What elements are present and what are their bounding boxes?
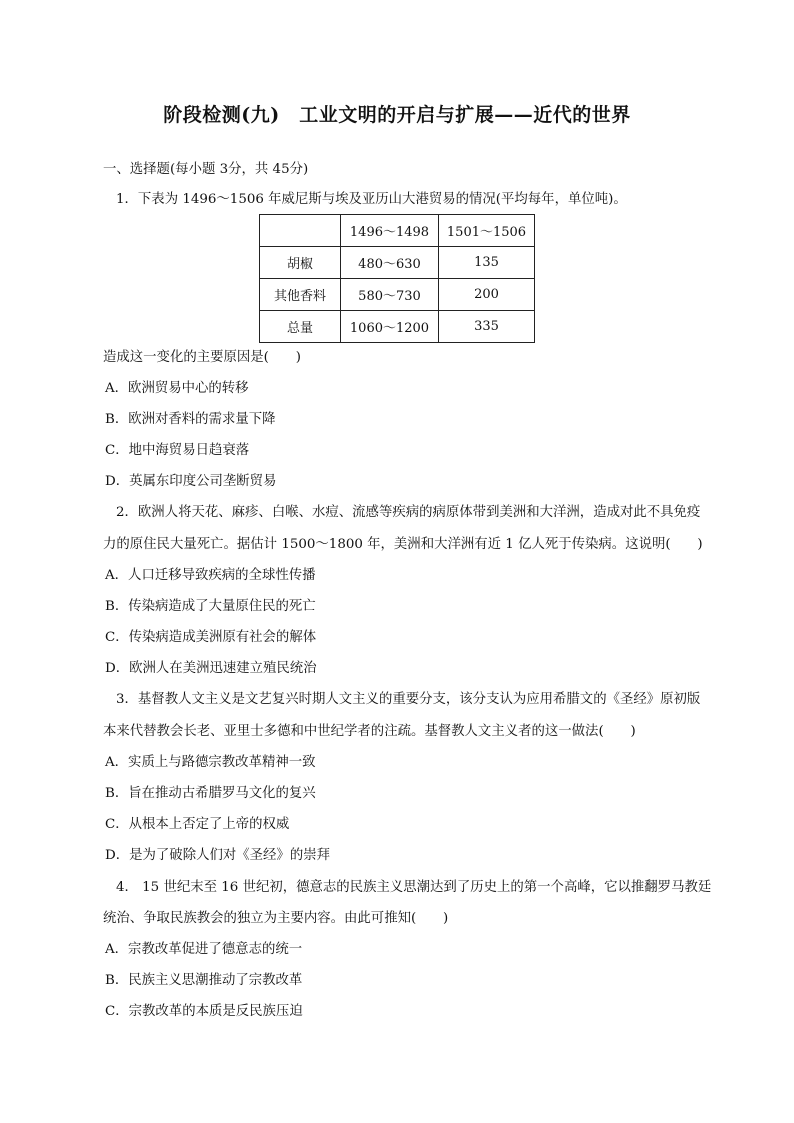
trade-table: [259, 214, 535, 343]
q2-option-d: D．欧洲人在美洲迅速建立殖民统治: [105, 661, 317, 676]
q4-stem-line2: 统治、争取民族教会的独立为主要内容。由此可推知( ): [103, 911, 449, 926]
q2-option-a: A．人口迁移导致疾病的全球性传播: [105, 568, 316, 583]
q3-option-b: B．旨在推动古希腊罗马文化的复兴: [105, 786, 316, 801]
table-header-row: [260, 215, 535, 247]
table-cell: 1060～1200: [341, 311, 439, 343]
q3-stem-line2: 本来代替教会长老、亚里士多德和中世纪学者的注疏。基督教人文主义者的这一做法( ): [103, 724, 636, 739]
table-cell: 135: [439, 247, 535, 279]
page-title: 阶段检测(九) 工业文明的开启与扩展——近代的世界: [163, 104, 631, 126]
q2-option-c: C．传染病造成美洲原有社会的解体: [105, 630, 317, 645]
q1-option-a: A．欧洲贸易中心的转移: [105, 381, 249, 396]
table-cell: 480～630: [341, 247, 439, 279]
table-row: [260, 311, 535, 343]
table-header-cell: [260, 215, 341, 247]
q4-option-b: B．民族主义思潮推动了宗教改革: [105, 973, 303, 988]
q4-stem-line1: 4． 15 世纪末至 16 世纪初，德意志的民族主义思潮达到了历史上的第一个高峰，它以推翻罗马教廷: [116, 880, 712, 895]
q2-option-b: B．传染病造成了大量原住民的死亡: [105, 599, 316, 614]
q1-option-b: B．欧洲对香料的需求量下降: [105, 412, 276, 427]
q2-stem-line2: 力的原住民大量死亡。据估计 1500～1800 年，美洲和大洋洲有近 1 亿人死于传染病。这说明( ): [103, 537, 703, 552]
q1-stem: 1．下表为 1496～1506 年威尼斯与埃及亚历山大港贸易的情况(平均每年，单位吨)。: [116, 192, 627, 207]
table-cell: 其他香料: [260, 279, 341, 311]
q1-option-d: D．英属东印度公司垄断贸易: [105, 474, 277, 489]
q1-option-c: C．地中海贸易日趋衰落: [105, 443, 250, 458]
table-cell: 335: [439, 311, 535, 343]
table-cell: 总量: [260, 311, 341, 343]
table-row: [260, 279, 535, 311]
table-header-cell: 1496～1498: [341, 215, 439, 247]
section-heading: 一、选择题(每小题 3分，共 45分): [103, 162, 309, 177]
q3-option-c: C．从根本上否定了上帝的权威: [105, 817, 290, 832]
q4-option-c: C．宗教改革的本质是反民族压迫: [105, 1004, 303, 1019]
q3-option-a: A．实质上与路德宗教改革精神一致: [105, 755, 316, 770]
q3-stem-line1: 3．基督教人文主义是文艺复兴时期人文主义的重要分支，该分支认为应用希腊文的《圣经》原初版: [116, 692, 701, 707]
q2-stem-line1: 2．欧洲人将天花、麻疹、白喉、水痘、流感等疾病的病原体带到美洲和大洋洲，造成对此不具免疫: [116, 505, 701, 520]
q1-question: 造成这一变化的主要原因是( ): [103, 350, 301, 365]
table-cell: 580～730: [341, 279, 439, 311]
table-cell: 胡椒: [260, 247, 341, 279]
table-header-cell: 1501～1506: [439, 215, 535, 247]
q4-option-a: A．宗教改革促进了德意志的统一: [105, 942, 303, 957]
table-cell: 200: [439, 279, 535, 311]
q3-option-d: D．是为了破除人们对《圣经》的崇拜: [105, 848, 330, 863]
table-row: [260, 247, 535, 279]
